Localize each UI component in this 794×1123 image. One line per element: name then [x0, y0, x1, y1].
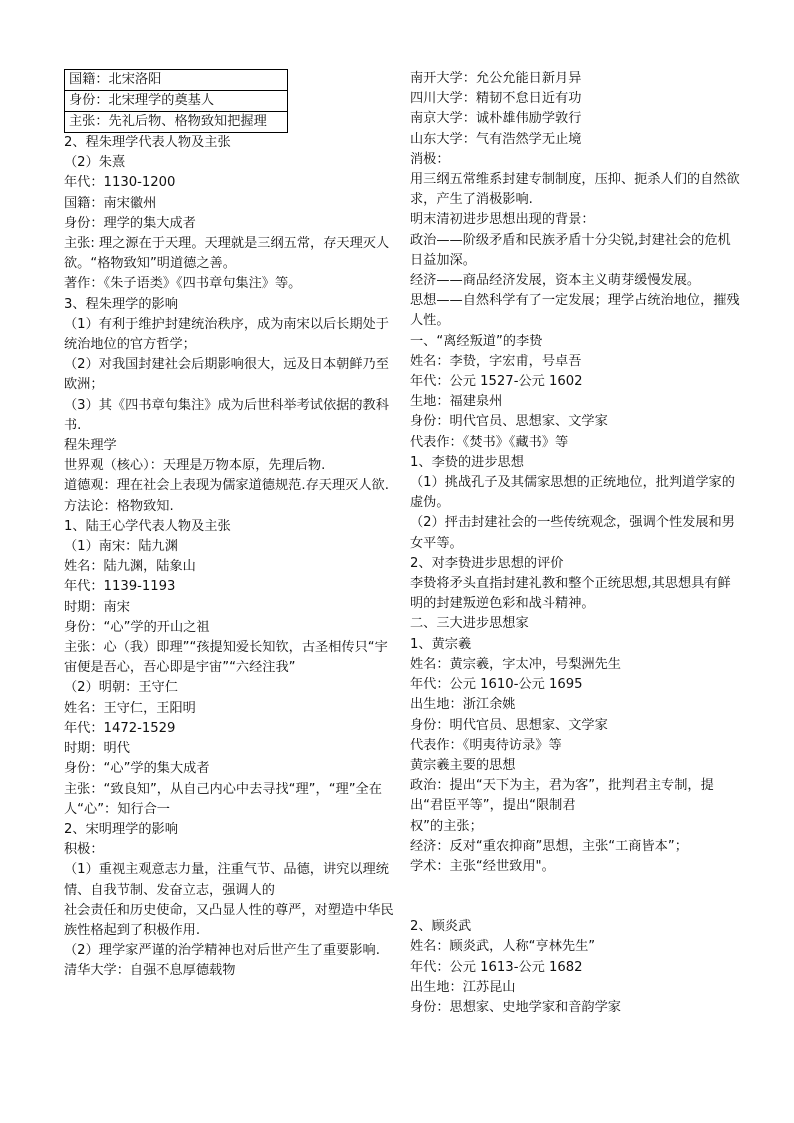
text-line: 经济——商品经济发展，资本主义萌芽缓慢发展。 — [410, 273, 701, 289]
text-line: 身份：思想家、史地学家和音韵学家 — [410, 999, 621, 1015]
text-line: （3）其《四书章句集注》成为后世科举考试依据的教科书. — [64, 397, 389, 433]
text-line: （2）明朝：王守仁 — [64, 680, 178, 696]
text-line: 1、陆王心学代表人物及主张 — [64, 518, 231, 534]
text-line: 主张: 理之源在于天理。天理就是三纲五常，存天理灭人欲。“格物致知”明道德之善。 — [64, 236, 390, 272]
text-line: 学术：主张“经世致用"。 — [410, 858, 555, 874]
text-line: 主张：心（我）即理”“孩提知爱长知钦，古圣相传只“宇宙便是吾心，吾心即是宇宙”“六经注我” — [64, 640, 388, 676]
text-line: 身份：明代官员、思想家、文学家 — [410, 717, 608, 733]
text-line: （1）挑战孔子及其儒家思想的正统地位，批判道学家的虚伪。 — [410, 475, 735, 511]
text-line: 南京大学：诚朴雄伟励学敦行 — [410, 111, 582, 127]
text-line: 年代：1472-1529 — [64, 720, 176, 736]
text-line: 用三纲五常维系封建专制制度，压抑、扼杀人们的自然欲求，产生了消极影响. — [410, 172, 740, 208]
text-line: （1）南宋：陆九渊 — [64, 539, 178, 555]
text-line: （2）抨击封建社会的一些传统观念，强调个性发展和男女平等。 — [410, 515, 735, 551]
text-line: 四川大学：精韧不怠日近有功 — [410, 91, 582, 107]
text-line: 著作：《朱子语类》《四书章句集注》等。 — [64, 276, 302, 292]
text-line: 姓名：王守仁，王阳明 — [64, 700, 196, 716]
right-body-continued — [410, 917, 742, 1018]
text-line: 身份：“心”学的集大成者 — [64, 761, 210, 777]
text-line: 经济：反对“重农抑商”思想，主张“工商皆本”； — [410, 838, 688, 854]
text-line: 姓名：黄宗羲，字太冲，号梨洲先生 — [410, 656, 621, 672]
info-box-row: 国籍：北宋洛阳 — [69, 72, 162, 87]
info-box-row: 主张：先礼后物、格物致知把握理 — [65, 111, 287, 132]
text-line: 年代：1130-1200 — [64, 175, 176, 191]
text-line: （2）对我国封建社会后期影响很大，远及日本朝鲜乃至欧洲； — [64, 357, 389, 393]
left-body — [64, 133, 394, 982]
text-line: 2、程朱理学代表人物及主张 — [64, 135, 231, 150]
text-line: （1）有利于维护封建统治秩序，成为南宋以后长期处于统治地位的官方哲学； — [64, 316, 389, 353]
text-line: 2、顾炎武 — [410, 919, 472, 935]
text-line: 积极： — [64, 842, 104, 858]
text-line: 姓名：顾炎武，人称“亨林先生” — [410, 939, 596, 955]
text-line: 国籍：南宋徽州 — [64, 195, 157, 211]
text-line: 出生地：江苏昆山 — [410, 979, 516, 995]
text-line: 代表作：《焚书》《藏书》等 — [410, 434, 569, 450]
info-box-row: 身份：北宋理学的奠基人 — [65, 90, 287, 111]
text-line: 程朱理学 — [64, 438, 117, 454]
text-line: 身份：理学的集大成者 — [64, 215, 196, 231]
text-line: 代表作：《明夷待访录》等 — [410, 737, 562, 753]
text-line: 社会责任和历史使命，又凸显人性的尊严，对塑造中华民族性格起到了积极作用. — [64, 902, 394, 938]
text-line: 消极： — [410, 151, 450, 167]
left-column — [64, 69, 394, 982]
text-line: 主张：“致良知”，从自己内心中去寻找“理”，“理”全在人“心”：知行合一 — [64, 781, 382, 817]
text-line: 年代：公元 1610-公元 1695 — [410, 677, 583, 693]
text-line: 2、对李贽进步思想的评价 — [410, 555, 564, 571]
text-line: 二、三大进步思想家 — [410, 616, 529, 632]
text-line: 姓名：李贽，字宏甫，号卓吾 — [410, 353, 582, 369]
text-line: 李贽将矛头直指封建礼教和整个正统思想,其思想具有鲜明的封建叛逆色彩和战斗精神。 — [410, 576, 731, 612]
text-line: 3、程朱理学的影响 — [64, 296, 178, 312]
text-line: 道德观：理在社会上表现为儒家道德规范.存天理灭人欲. — [64, 478, 389, 494]
text-line: 世界观（核心）：天理是万物本原，先理后物. — [64, 458, 326, 474]
text-line: 权”的主张； — [410, 818, 483, 834]
text-line: 思想——自然科学有了一定发展；理学占统治地位，摧残人性。 — [410, 293, 740, 329]
text-line: 山东大学：气有浩然学无止境 — [410, 131, 582, 147]
text-line: 1、李贽的进步思想 — [410, 454, 524, 470]
text-line: 1、黄宗羲 — [410, 636, 472, 652]
text-line: 一、“离经叛道”的李贽 — [410, 333, 543, 349]
text-line: （2）朱熹 — [64, 155, 126, 171]
text-line: 政治：提出“天下为主，君为客”，批判君主专制，提出“君臣平等”，提出“限制君 — [410, 778, 714, 814]
text-line: 姓名：陆九渊，陆象山 — [64, 559, 196, 575]
text-line: 明末清初进步思想出现的背景： — [410, 212, 595, 228]
text-line: 年代：1139-1193 — [64, 579, 176, 595]
right-column — [410, 69, 742, 1018]
text-line: 年代：公元 1613-公元 1682 — [410, 959, 583, 975]
text-line: （2）理学家严谨的治学精神也对后世产生了重要影响. — [64, 943, 380, 959]
text-line: 南开大学：允公允能日新月异 — [410, 71, 582, 86]
info-box — [64, 69, 288, 133]
text-line: 时期：明代 — [64, 741, 130, 757]
section-gap — [410, 877, 742, 917]
text-line: 生地：福建泉州 — [410, 394, 503, 410]
text-line: 政治——阶级矛盾和民族矛盾十分尖锐,封建社会的危机日益加深。 — [410, 232, 731, 268]
text-line: 时期：南宋 — [64, 599, 130, 615]
text-line: 黄宗羲主要的思想 — [410, 757, 516, 773]
text-line: 清华大学：自强不息厚德载物 — [64, 963, 236, 979]
text-line: 年代：公元 1527-公元 1602 — [410, 374, 583, 390]
text-line: （1）重视主观意志力量，注重气节、品德，讲究以理统情、自我节制、发奋立志，强调人的 — [64, 862, 389, 898]
text-line: 出生地：浙江余姚 — [410, 697, 516, 713]
text-line: 身份：“心”学的开山之祖 — [64, 619, 210, 635]
text-line: 方法论：格物致知. — [64, 498, 174, 514]
text-line: 2、宋明理学的影响 — [64, 821, 178, 837]
text-line: 身份：明代官员、思想家、文学家 — [410, 414, 608, 430]
right-body — [410, 69, 742, 877]
